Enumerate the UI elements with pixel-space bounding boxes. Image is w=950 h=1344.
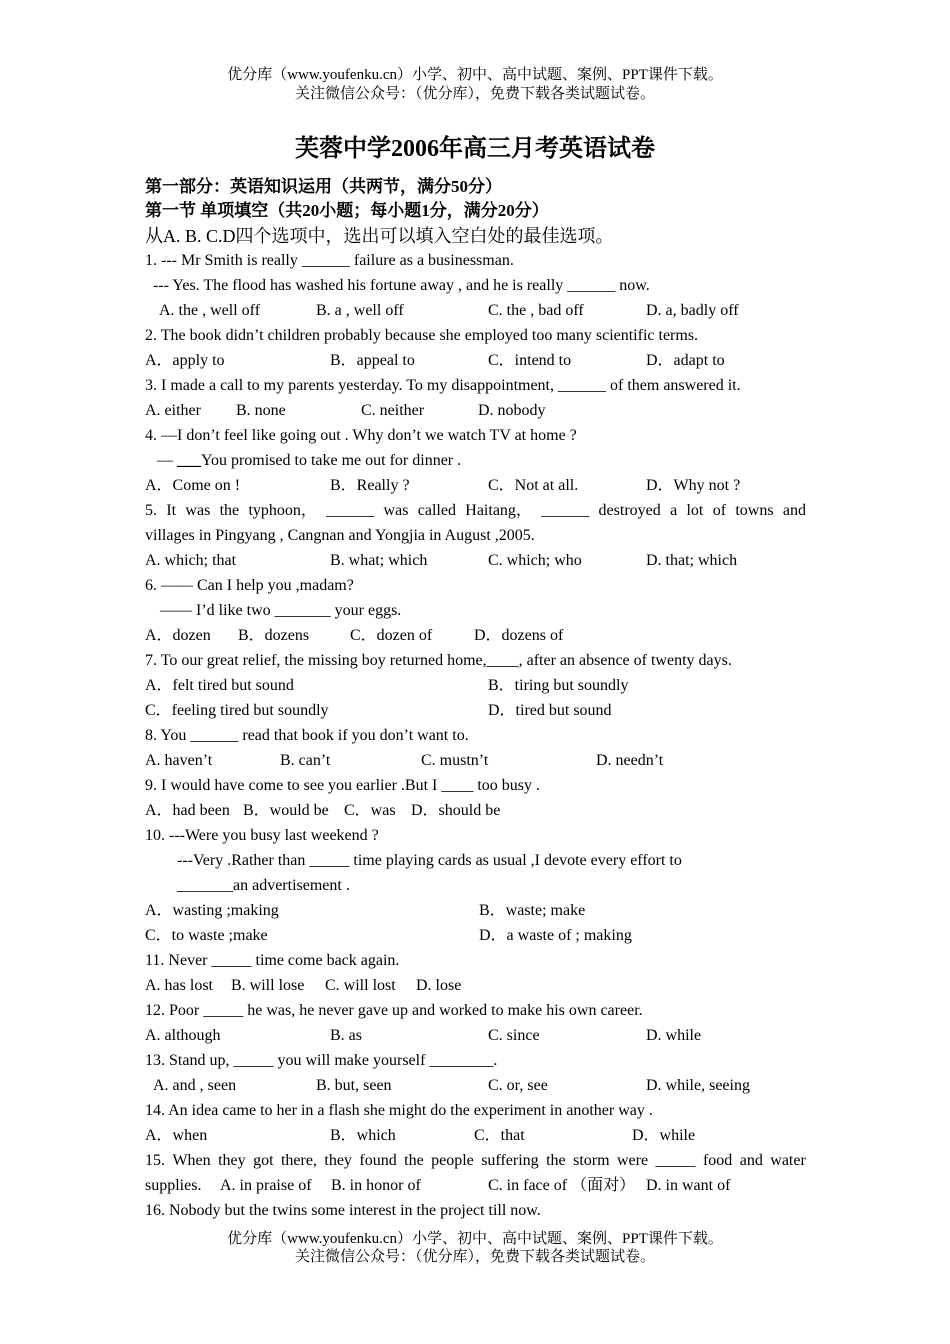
q2-option-a: A．apply to	[145, 352, 225, 369]
q12-option-d: D. while	[646, 1027, 702, 1044]
q7-option-a: A．felt tired but sound	[145, 677, 294, 694]
q9-option-d: D．should be	[411, 802, 501, 819]
q11-option-c: C. will lost	[325, 977, 396, 994]
q10-stem: 10. ---Were you busy last weekend ?	[145, 827, 379, 844]
q15-stem-cont: supplies.	[145, 1177, 202, 1194]
q15-word: the	[546, 1152, 566, 1169]
q15-word: they	[218, 1152, 246, 1169]
q13-option-c: C. or, see	[488, 1077, 548, 1094]
q15-option-b: B. in honor of	[331, 1177, 421, 1194]
q11-option-a: A. has lost	[145, 977, 213, 994]
q1-option-c: C. the , bad off	[488, 302, 584, 319]
q1-option-a: A. the , well off	[159, 302, 261, 319]
q14-stem: 14. An idea came to her in a flash she might do the experiment in another way .	[145, 1102, 653, 1119]
q5-word: was	[185, 502, 211, 519]
footer-banner-line1: 优分库（www.youfenku.cn）小学、初中、高中试题、案例、PPT课件下载。	[227, 1231, 723, 1247]
q8-option-b: B. can’t	[280, 752, 331, 769]
q2-option-b: B．appeal to	[330, 352, 415, 369]
q15-word: the	[404, 1152, 424, 1169]
q8-option-d: D. needn’t	[596, 752, 664, 769]
q9-option-a: A．had been	[145, 802, 230, 819]
q5-word: was	[383, 502, 409, 519]
q7-option-d: D．tired but sound	[488, 702, 612, 719]
q15-word: When	[172, 1152, 211, 1169]
q15-word: people	[431, 1152, 474, 1169]
q4-option-c: C．Not at all.	[488, 477, 579, 494]
q15-word: _____	[655, 1152, 696, 1169]
q4-reply-text: You promised to take me out for dinner .	[201, 452, 462, 469]
q2-option-c: C．intend to	[488, 352, 572, 369]
q6-option-d: D．dozens of	[474, 627, 564, 644]
part-heading: 第一部分：英语知识运用（共两节，满分50分）	[145, 177, 502, 196]
q4-reply-dash: —	[157, 452, 177, 469]
q5-word: called	[417, 502, 456, 519]
q15-word: 15.	[145, 1152, 165, 1169]
q4-option-a: A．Come on !	[145, 477, 241, 494]
q7-option-c: C．feeling tired but soundly	[145, 702, 329, 719]
q5-word: It	[166, 502, 177, 519]
q13-option-b: B. but, seen	[316, 1077, 392, 1094]
q5-word: typhoon，	[248, 502, 317, 519]
q6-stem-reply: —— I’d like two _______ your eggs.	[160, 602, 402, 619]
q15-option-c: C. in face of （面对）	[488, 1177, 636, 1194]
q4-option-d: D．Why not ?	[646, 477, 741, 494]
q11-option-b: B. will lose	[231, 977, 305, 994]
header-banner-line1: 优分库（www.youfenku.cn）小学、初中、高中试题、案例、PPT课件下载。	[227, 67, 723, 83]
q1-stem-reply: --- Yes. The flood has washed his fortune away , and he is really ______ now.	[153, 277, 650, 294]
q5-option-d: D. that; which	[646, 552, 738, 569]
q1-option-b: B. a , well off	[316, 302, 404, 319]
q14-option-c: C．that	[474, 1127, 525, 1144]
q12-option-c: C. since	[488, 1027, 540, 1044]
q9-option-b: B．would be	[243, 802, 329, 819]
q10-option-a: A．wasting ;making	[145, 902, 279, 919]
q5-option-c: C. which; who	[488, 552, 582, 569]
q1-stem: 1. --- Mr Smith is really ______ failure as a businessman.	[145, 252, 514, 269]
q15-word: suffering	[481, 1152, 539, 1169]
section-heading: 第一节 单项填空（共20小题；每小题1分，满分20分）	[145, 201, 549, 220]
q5-word: the	[219, 502, 240, 519]
q5-word: towns	[735, 502, 774, 519]
q9-stem: 9. I would have come to see you earlier .But I ____ too busy .	[145, 777, 541, 794]
q10-stem-cont: _______an advertisement .	[177, 877, 350, 894]
q5-word: ______	[326, 502, 375, 519]
q15-word: storm	[573, 1152, 610, 1169]
q10-option-b: B．waste; make	[479, 902, 586, 919]
q15-option-a: A. in praise of	[220, 1177, 312, 1194]
q12-stem: 12. Poor _____ he was, he never gave up and worked to make his own career.	[145, 1002, 643, 1019]
q15-word: they	[324, 1152, 352, 1169]
q15-word: found	[359, 1152, 397, 1169]
q6-option-b: B．dozens	[238, 627, 310, 644]
q8-option-c: C. mustn’t	[421, 752, 489, 769]
page-title: 芙蓉中学2006年高三月考英语试卷	[295, 136, 655, 162]
q11-option-d: D. lose	[416, 977, 462, 994]
q15-option-d: D. in want of	[646, 1177, 731, 1194]
q5-stem-cont: villages in Pingyang , Cangnan and Yongjia in August ,2005.	[145, 527, 535, 544]
q15-word: were	[616, 1152, 649, 1169]
q4-option-b: B．Really ?	[330, 477, 410, 494]
q3-option-a: A. either	[145, 402, 201, 419]
q14-option-d: D．while	[632, 1127, 696, 1144]
q8-option-a: A. haven’t	[145, 752, 213, 769]
q6-option-a: A．dozen	[145, 627, 211, 644]
q3-option-b: B. none	[236, 402, 286, 419]
header-banner-line2: 关注微信公众号：（优分库），免费下载各类试题试卷。	[294, 86, 655, 102]
q13-option-d: D. while, seeing	[646, 1077, 750, 1094]
q1-option-d: D. a, badly off	[646, 302, 739, 319]
q5-option-b: B. what; which	[330, 552, 428, 569]
q15-word: and	[739, 1152, 763, 1169]
q3-stem: 3. I made a call to my parents yesterday. To my disappointment, ______ of them answered it.	[145, 377, 741, 394]
q5-word: Haitang，	[465, 502, 532, 519]
q15-word: there,	[280, 1152, 317, 1169]
q2-option-d: D．adapt to	[646, 352, 725, 369]
q6-option-c: C．dozen of	[350, 627, 433, 644]
q15-stem	[145, 1149, 806, 1173]
q15-word: water	[770, 1152, 806, 1169]
q16-stem: 16. Nobody but the twins some interest in the project till now.	[145, 1202, 541, 1219]
q10-option-d: D．a waste of ; making	[479, 927, 632, 944]
q11-stem: 11. Never _____ time come back again.	[145, 952, 400, 969]
q5-stem	[145, 499, 806, 523]
q14-option-a: A．when	[145, 1127, 208, 1144]
q5-option-a: A. which; that	[145, 552, 237, 569]
q6-stem: 6. —— Can I help you ,madam?	[145, 577, 354, 594]
q12-option-a: A. although	[145, 1027, 221, 1044]
q5-word: lot	[686, 502, 704, 519]
q15-word: food	[702, 1152, 733, 1169]
q5-word: of	[712, 502, 727, 519]
q3-option-c: C. neither	[361, 402, 425, 419]
footer-banner-line2: 关注微信公众号：（优分库），免费下载各类试题试卷。	[294, 1249, 655, 1265]
q8-stem: 8. You ______ read that book if you don’t want to.	[145, 727, 469, 744]
q13-option-a: A. and , seen	[153, 1077, 237, 1094]
q4-stem: 4. —I don’t feel like going out . Why don’t we watch TV at home ?	[145, 427, 577, 444]
q10-option-c: C．to waste ;make	[145, 927, 268, 944]
q14-option-b: B．which	[330, 1127, 396, 1144]
q9-option-c: C．was	[344, 802, 396, 819]
q5-word: and	[782, 502, 806, 519]
q4-stem-reply	[157, 449, 461, 473]
q5-word: ______	[541, 502, 590, 519]
q5-word: a	[670, 502, 678, 519]
q13-stem: 13. Stand up, _____ you will make yourself ________.	[145, 1052, 498, 1069]
q3-option-d: D. nobody	[478, 402, 546, 419]
q10-stem-reply: ---Very .Rather than _____ time playing cards as usual ,I devote every effort to	[177, 852, 682, 869]
q7-stem: 7. To our great relief, the missing boy returned home,____, after an absence of twenty days.	[145, 652, 732, 669]
q12-option-b: B. as	[330, 1027, 362, 1044]
q15-word: got	[253, 1152, 274, 1169]
q7-option-b: B．tiring but soundly	[488, 677, 629, 694]
q5-word: destroyed	[598, 502, 661, 519]
q4-blank: ___	[177, 452, 201, 469]
instructions: 从A. B. C.D四个选项中，选出可以填入空白处的最佳选项。	[145, 226, 614, 246]
q5-word: 5.	[145, 502, 157, 519]
q2-stem: 2. The book didn’t children probably because she employed too many scientific terms.	[145, 327, 699, 344]
